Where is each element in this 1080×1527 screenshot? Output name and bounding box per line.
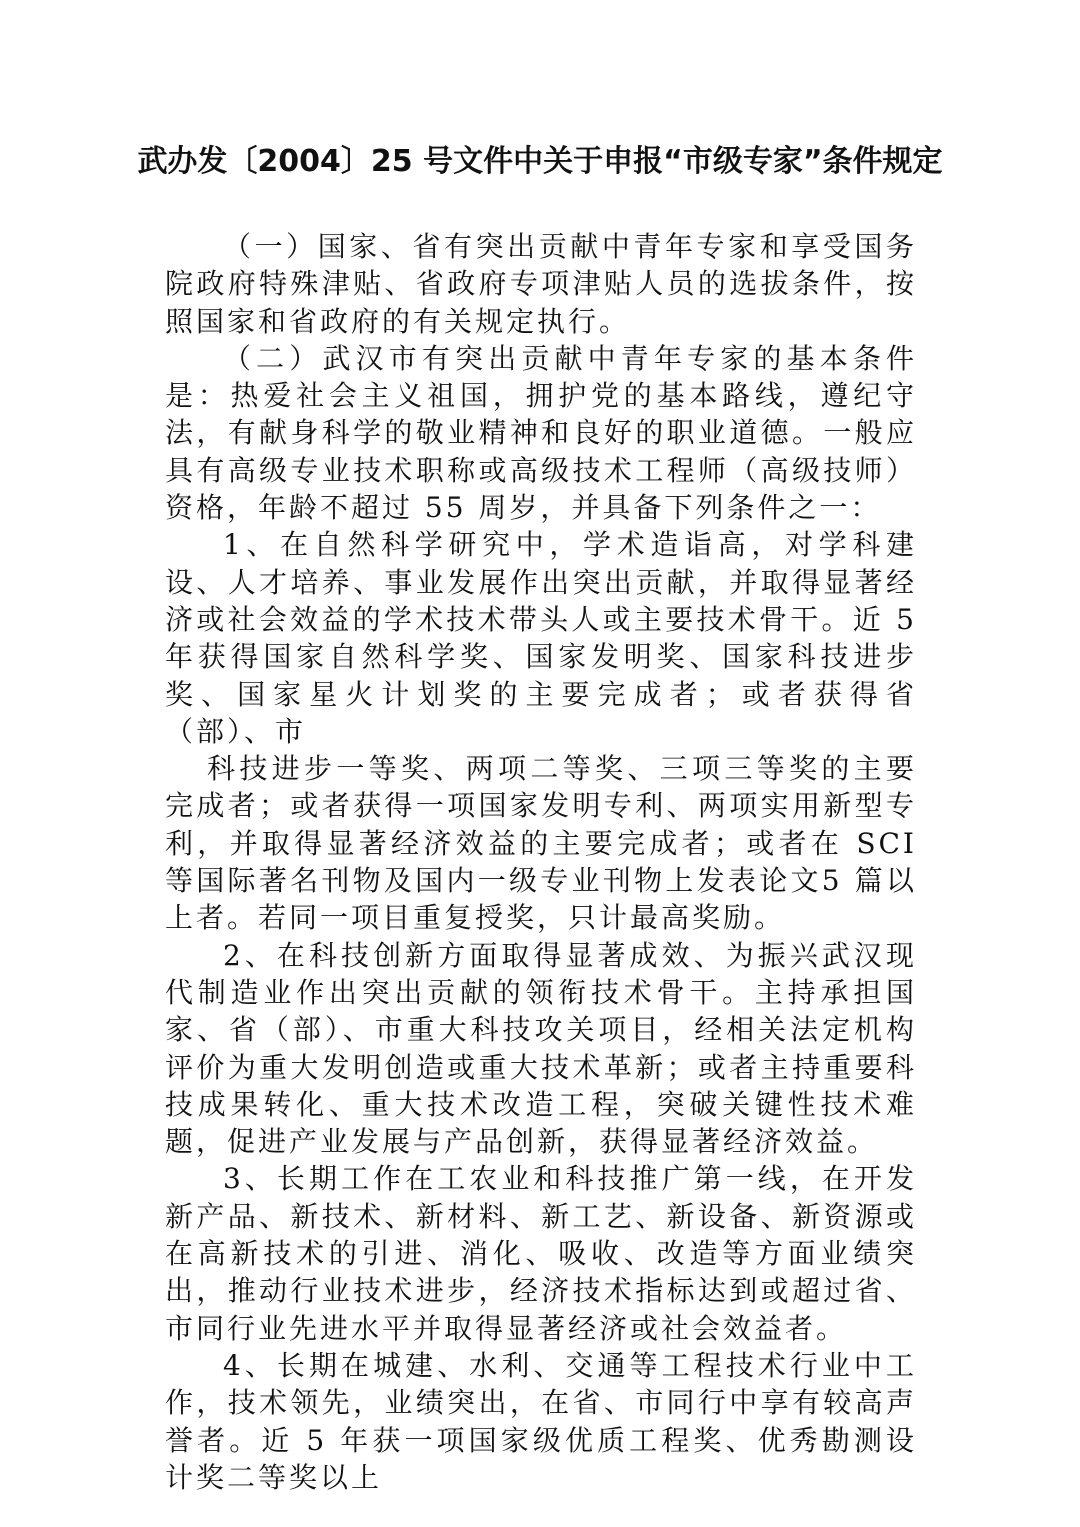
document-body <box>165 228 917 1496</box>
paragraph-item-1: 1、在自然科学研究中，学术造诣高，对学科建设、人才培养、事业发展作出突出贡献，并取得显著经济或社会效益的学术技术带头人或主要技术骨干。近 5 年获得国家自然科学奖、国家发明奖、国家科技进步奖、国家星火计划奖的主要完成者；或者获得省（部）、市 <box>165 528 917 748</box>
paragraph-item-4: 4、长期在城建、水利、交通等工程技术行业中工作，技术领先，业绩突出，在省、市同行中享有较高声誉者。近 5 年获一项国家级优质工程奖、优秀勘测设计奖二等奖以上 <box>165 1348 917 1494</box>
paragraph-item-1-continued: 科技进步一等奖、两项二等奖、三项三等奖的主要完成者；或者获得一项国家发明专利、两项实用新型专利，并取得显著经济效益的主要完成者；或者在 SCI 等国际著名刊物及国内一级专业刊物上发表论文5 篇以上者。若同一项目重复授奖，只计最高奖励。 <box>165 752 917 935</box>
document-title: 武办发〔2004〕25 号文件中关于申报“市级专家”条件规定 <box>137 144 943 179</box>
paragraph-2: （二）武汉市有突出贡献中青年专家的基本条件是：热爱社会主义祖国，拥护党的基本路线，遵纪守法，有献身科学的敬业精神和良好的职业道德。一般应具有高级专业技术职称或高级技术工程师（高级技师）资格，年龄不超过 55 周岁，并具备下列条件之一： <box>165 341 917 525</box>
paragraph-item-3: 3、长期工作在工农业和科技推广第一线，在开发新产品、新技术、新材料、新工艺、新设备、新资源或在高新技术的引进、消化、吸收、改造等方面业绩突出，推动行业技术进步，经济技术指标达到或超过省、市同行业先进水平并取得显著经济或社会效益者。 <box>165 1162 917 1345</box>
paragraph-item-2: 2、在科技创新方面取得显著成效、为振兴武汉现代制造业作出突出贡献的领衔技术骨干。主持承担国家、省（部）、市重大科技攻关项目，经相关法定机构评价为重大发明创造或重大技术革新；或者主持重要科技成果转化、重大技术改造工程，突破关键性技术难题，促进产业发展与产品创新，获得显著经济效益。 <box>165 938 917 1159</box>
paragraph-1: （一）国家、省有突出贡献中青年专家和享受国务院政府特殊津贴、省政府专项津贴人员的选拔条件，按照国家和省政府的有关规定执行。 <box>165 230 917 338</box>
